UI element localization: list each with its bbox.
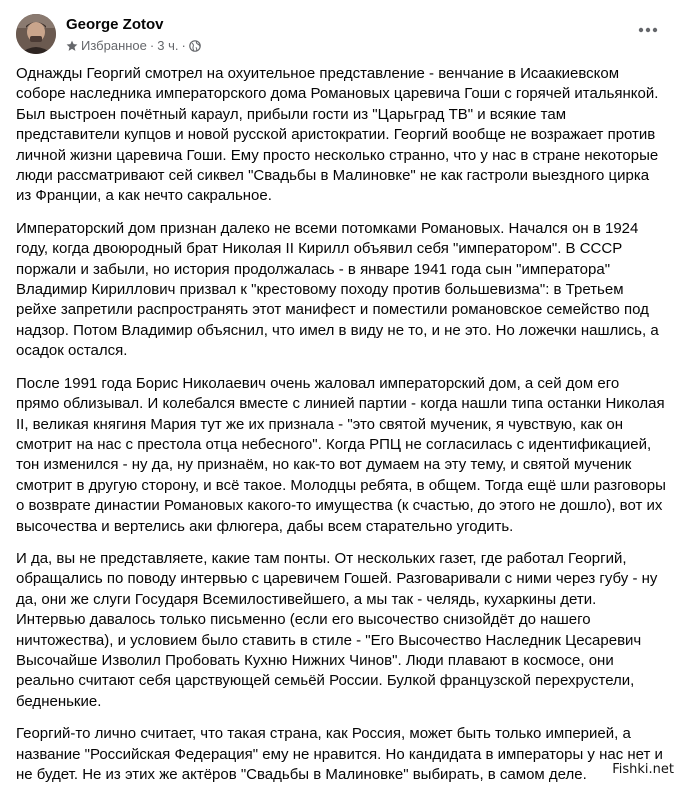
more-options-button[interactable] xyxy=(632,18,664,42)
post-paragraph: Георгий-то лично считает, что такая страна, как Россия, может быть только империей, а название "Российская Федерация" ему не нравится. Но кандидата в императоры у нас нет и не будет. Не из этих же актёров "Свадьбы в Малиновке" выбирать, в самом деле. xyxy=(16,725,663,783)
more-options-icon xyxy=(638,27,658,33)
audience-label[interactable]: Избранное xyxy=(81,38,147,53)
star-icon xyxy=(66,40,78,52)
post-paragraph: Императорский дом признан далеко не всеми потомками Романовых. Начался он в 1924 году, когда двоюродный брат Николая II Кирилл объявил себя "императором". В СССР поржали и забыли, но история продолжалась - в январе 1941 года сын "императора" Владимир Кириллович призвал к "крестовому походу против большевизма": в Третьем рейхе запретили распространять этот манифест и поместили романовское семейство под надзор. Потом Владимир объяснил, что имел в виду не то, и не это. Но ложечки нашлись, а осадок остался. xyxy=(16,219,659,360)
author-name[interactable]: George Zotov xyxy=(66,16,164,33)
post-header xyxy=(16,12,664,58)
post-meta xyxy=(66,38,201,53)
post-time[interactable]: 3 ч. xyxy=(157,38,179,53)
post-paragraph: И да, вы не представляете, какие там понты. От нескольких газет, где работал Георгий, обращались по поводу интервью с царевичем Гошей. Разговаривали с ними через губу - ну да, они же слуги Государя Всемилостивейшего, а мы так - челядь, кухаркины дети. Интервью давалось только письменно (если его высочество снизойдёт до нашего ничтожества), и условием было ставить в стиле - "Его Высочество Наследник Цесаревич Высочайше Изволил Пробовать Кухню Нижних Чинов". Люди плавают в космосе, они реально считают себя царствующей семьёй России. Булкой французской перехрустели, бедненькие. xyxy=(16,549,658,710)
post-body xyxy=(16,64,666,797)
meta-separator: · xyxy=(149,38,155,53)
avatar-photo-icon xyxy=(16,14,56,54)
meta-separator: · xyxy=(181,38,186,53)
watermark: Fishki.net xyxy=(612,762,674,777)
globe-icon xyxy=(189,40,201,52)
avatar[interactable] xyxy=(16,14,56,54)
post-paragraph: После 1991 года Борис Николаевич очень жаловал императорский дом, а сей дом его прямо облизывал. И колебался вместе с линией партии - когда нашли типа останки Николая II, великая княгиня Мария тут же их признала - "это святой мученик, я чувствую, как он смотрит на нас с престола отца небесного". Когда РПЦ не согласилась с идентификацией, тон изменился - ну да, ну признаём, но как-то вот думаем на эту тему, и святой мученик смотрит в другую сторону, и всё такое. Молодцы ребята, в общем. Тогда ещё шли разговоры о возврате династии Романовых какого-то имущества (к счастью, до этого не дошло), вот их высочества и вертелись аки флюгера, дабы всем старательно угодить. xyxy=(16,374,666,535)
post-paragraph: Однажды Георгий смотрел на охуительное представление - венчание в Исаакиевском соборе наследника императорского дома Романовых царевича Гоши с горячей итальянкой. Был выстроен почётный караул, прибыли гости из "Царьград ТВ" и всякие там представители купцов и новой русской аристократии. Георгий вообще не возражает против личной жизни царевича Гоши. Ему просто несколько странно, что у нас в стране некоторые люди рассматривают сей сиквел "Свадьбы в Малиновке" не как гастроли выездного цирка из Франции, а как нечто сакральное. xyxy=(16,65,659,205)
